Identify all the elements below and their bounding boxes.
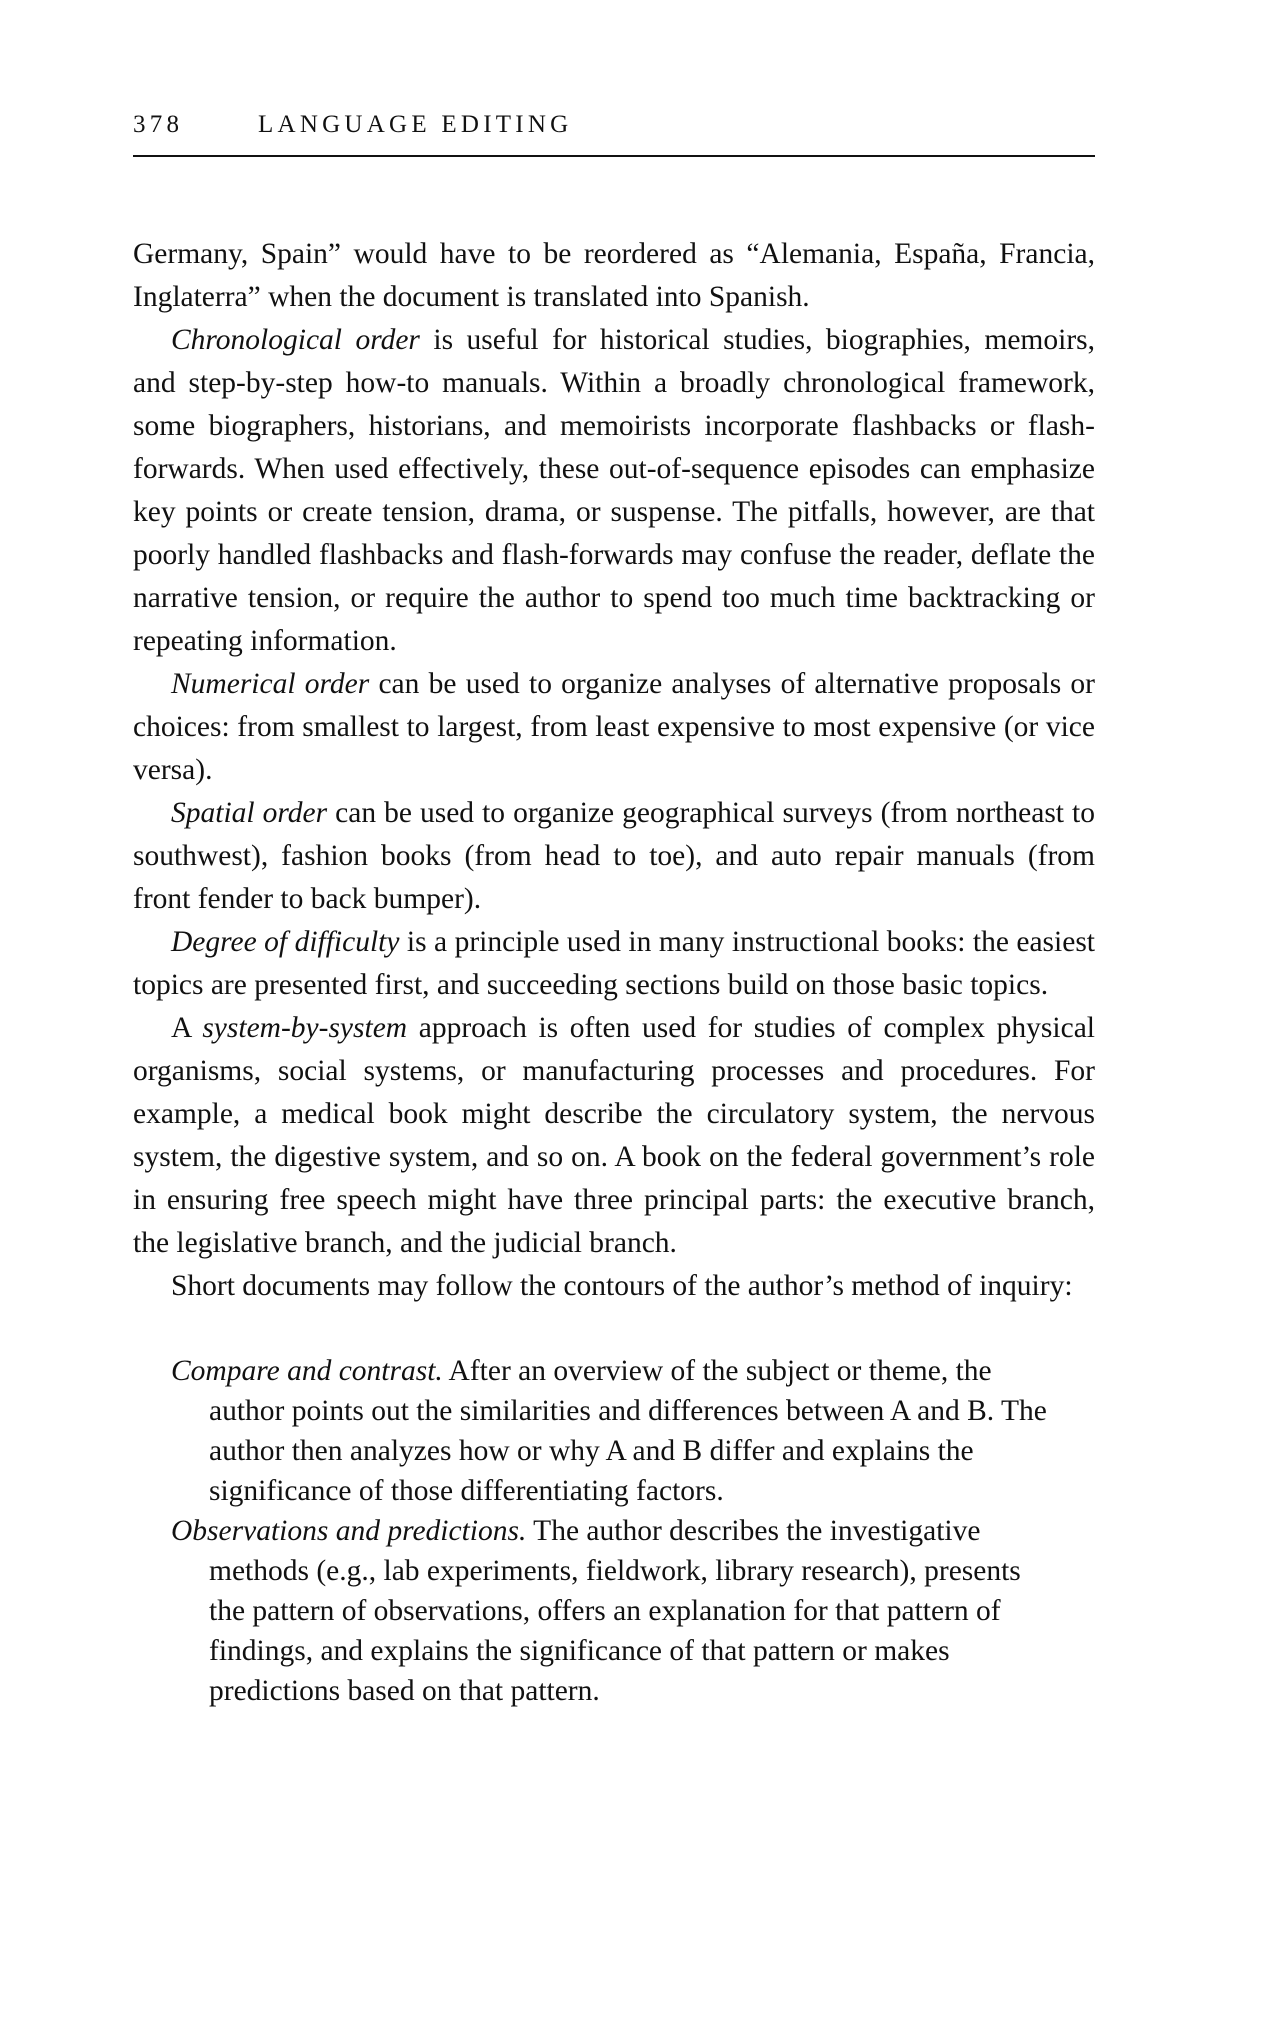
paragraph-text: is useful for historical studies, biographies, memoirs, and step-by-step how-to manuals. Within a broadly chronological framework, some biographers, historians, and memoirists incorporate flashbacks or flash-forwards. When used effectively, these out-of-sequence episodes can emphasize key points or create tension, drama, or suspense. The pitfalls, however, are that poorly handled flashbacks and flash-forwards may confuse the reader, deflate the narrative tension, or require the author to spend too much time backtracking or repeating information.: [133, 324, 1096, 657]
list-item-text: The author describes the investigative methods (e.g., lab experiments, fieldwork, library research), presents the pattern of observations, offers an explanation for that pattern of findings, and explains the significance of that pattern or makes predictions based on that pattern.: [209, 1515, 1021, 1707]
paragraph-degree-of-difficulty: [133, 921, 1095, 1007]
paragraph-text: approach is often used for studies of complex physical organisms, social systems, or manufacturing processes and procedures. For example, a medical book might describe the circulatory system, the nervous system, the digestive system, and so on. A book on the federal government’s role in ensuring free speech might have three principal parts: the executive branch, the legislative branch, and the judicial branch.: [133, 1012, 1095, 1259]
paragraph-chronological-order: [133, 319, 1095, 663]
paragraph-text: is a principle used in many instructional books: the easiest topics are presented first, and succeeding sections build on those basic topics.: [133, 926, 1096, 1001]
italic-term: Degree of difficulty: [171, 926, 400, 958]
header-rule: [133, 155, 1095, 157]
paragraph-prefix: A: [171, 1012, 203, 1044]
italic-term: Spatial order: [171, 797, 328, 829]
paragraph-continuation: [133, 233, 1095, 319]
paragraph-text: Short documents may follow the contours of the author’s method of inquiry:: [171, 1270, 1073, 1302]
paragraph-text: can be used to organize analyses of alternative proposals or choices: from smallest to largest, from least expensive to most expensive (or vice versa).: [133, 668, 1095, 786]
paragraph-numerical-order: [133, 663, 1095, 792]
body-text: [133, 233, 1095, 1711]
paragraph-spatial-order: [133, 792, 1095, 921]
list-term: Observations and predictions.: [171, 1515, 527, 1547]
italic-term: system-by-system: [202, 1012, 408, 1044]
methods-of-inquiry-list: [133, 1351, 1095, 1711]
paragraph-short-documents: [133, 1265, 1095, 1308]
list-item-compare-and-contrast: [171, 1351, 1049, 1511]
italic-term: Chronological order: [171, 324, 420, 356]
list-term: Compare and contrast.: [171, 1355, 443, 1387]
paragraph-text: can be used to organize geographical surveys (from northeast to southwest), fashion books (from head to toe), and auto repair manuals (from front fender to back bumper).: [133, 797, 1095, 915]
italic-term: Numerical order: [171, 668, 370, 700]
paragraph-system-by-system: [133, 1007, 1095, 1265]
list-item-text: After an overview of the subject or theme, the author points out the similarities and differences between A and B. The author then analyzes how or why A and B differ and explains the significance of those differentiating factors.: [209, 1355, 1047, 1507]
running-title: LANGUAGE EDITING: [258, 111, 573, 138]
list-item-observations-and-predictions: [171, 1511, 1049, 1711]
paragraph-text: Germany, Spain” would have to be reordered as “Alemania, España, Francia, Inglaterra” when the document is translated into Spanish.: [133, 238, 1095, 313]
running-head: [133, 111, 1095, 151]
page-number: 378: [133, 111, 184, 138]
